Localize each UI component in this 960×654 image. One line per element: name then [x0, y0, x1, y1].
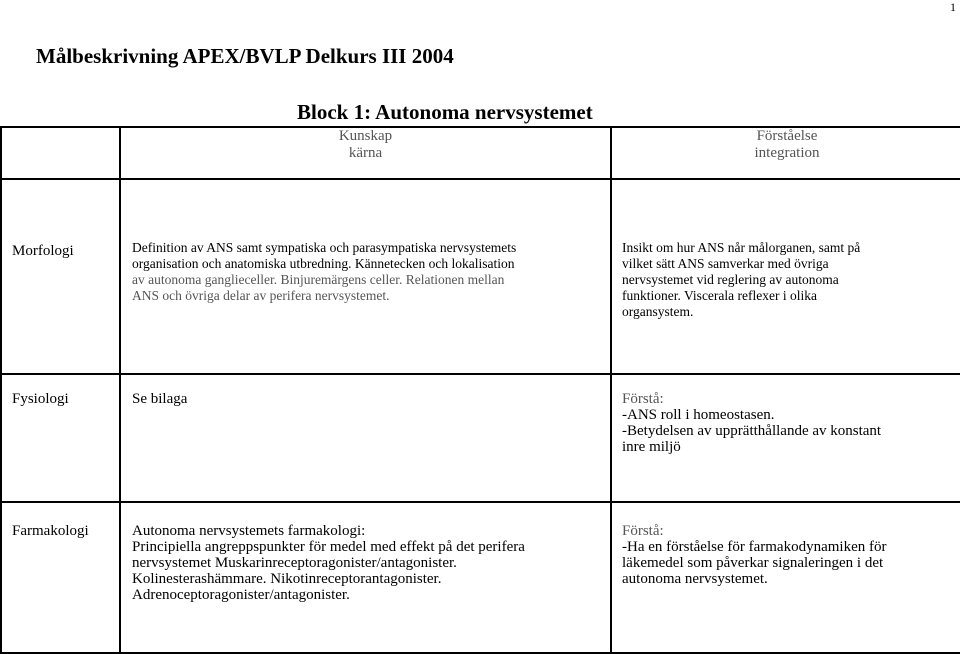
text-line: ANS och övriga delar av perifera nervsystemet. [132, 288, 390, 303]
cell-morfologi-forstaelse [611, 179, 960, 374]
header-empty-cell [1, 127, 120, 179]
cell-heading: Förstå: [622, 523, 664, 539]
header-forstaelse-line: Förståelse [756, 128, 818, 144]
text-line: -Ha en förståelse för farmakodynamiken för [622, 539, 887, 555]
header-kunskap-line: Kunskap [338, 128, 393, 144]
cell-farmakologi-kunskap [120, 502, 611, 653]
document-title: Målbeskrivning APEX/BVLP Delkurs III 2004 [36, 44, 454, 68]
header-forstaelse-line: integration [754, 145, 820, 161]
text-line: Insikt om hur ANS når målorganen, samt på [622, 240, 861, 255]
cell-farmakologi-forstaelse [611, 502, 960, 653]
text-line: funktioner. Viscerala reflexer i olika [622, 288, 817, 303]
text-line: nervsystemet vid reglering av autonoma [622, 272, 839, 287]
row-label-farmakologi: Farmakologi [1, 502, 120, 653]
page-number: 1 [950, 0, 956, 14]
text-line: autonoma nervsystemet. [622, 571, 768, 587]
table-row-farmakologi [1, 502, 960, 653]
cell-fysiologi-forstaelse [611, 374, 960, 502]
text-line: av autonoma ganglieceller. Binjuremärgens celler. Relationen mellan [132, 272, 505, 287]
text-line: Definition av ANS samt sympatiska och parasympatiska nervsystemets [132, 240, 517, 255]
text-line: Se bilaga [132, 391, 188, 407]
header-forstaelse [611, 127, 960, 179]
row-label-morfologi: Morfologi [1, 179, 120, 374]
header-kunskap [120, 127, 611, 179]
header-kunskap-line: kärna [348, 145, 383, 161]
table-row-morfologi [1, 179, 960, 374]
cell-heading: Autonoma nervsystemets farmakologi: [132, 523, 366, 539]
text-line: Principiella angreppspunkter för medel med effekt på det perifera [132, 539, 525, 555]
cell-fysiologi-kunskap [120, 374, 611, 502]
row-label-fysiologi: Fysiologi [1, 374, 120, 502]
text-line: inre miljö [622, 439, 681, 455]
text-line: vilket sätt ANS samverkar med övriga [622, 256, 829, 271]
text-line: Adrenoceptoragonister/antagonister. [132, 587, 350, 603]
text-line: Kolinesterashämmare. Nikotinreceptorantagonister. [132, 571, 442, 587]
text-line: organisation och anatomiska utbredning. Kännetecken och lokalisation [132, 256, 515, 271]
table-header-row [1, 127, 960, 179]
text-line: -Betydelsen av upprätthållande av konstant [622, 423, 882, 439]
cell-morfologi-kunskap [120, 179, 611, 374]
block-title: Block 1: Autonoma nervsystemet [297, 100, 593, 124]
cell-heading: Förstå: [622, 391, 664, 407]
text-line: -ANS roll i homeostasen. [622, 407, 775, 423]
text-line: läkemedel som påverkar signaleringen i det [622, 555, 884, 571]
objectives-table [0, 126, 960, 654]
text-line: nervsystemet Muskarinreceptoragonister/antagonister. [132, 555, 457, 571]
table-row-fysiologi [1, 374, 960, 502]
text-line: organsystem. [622, 304, 694, 319]
